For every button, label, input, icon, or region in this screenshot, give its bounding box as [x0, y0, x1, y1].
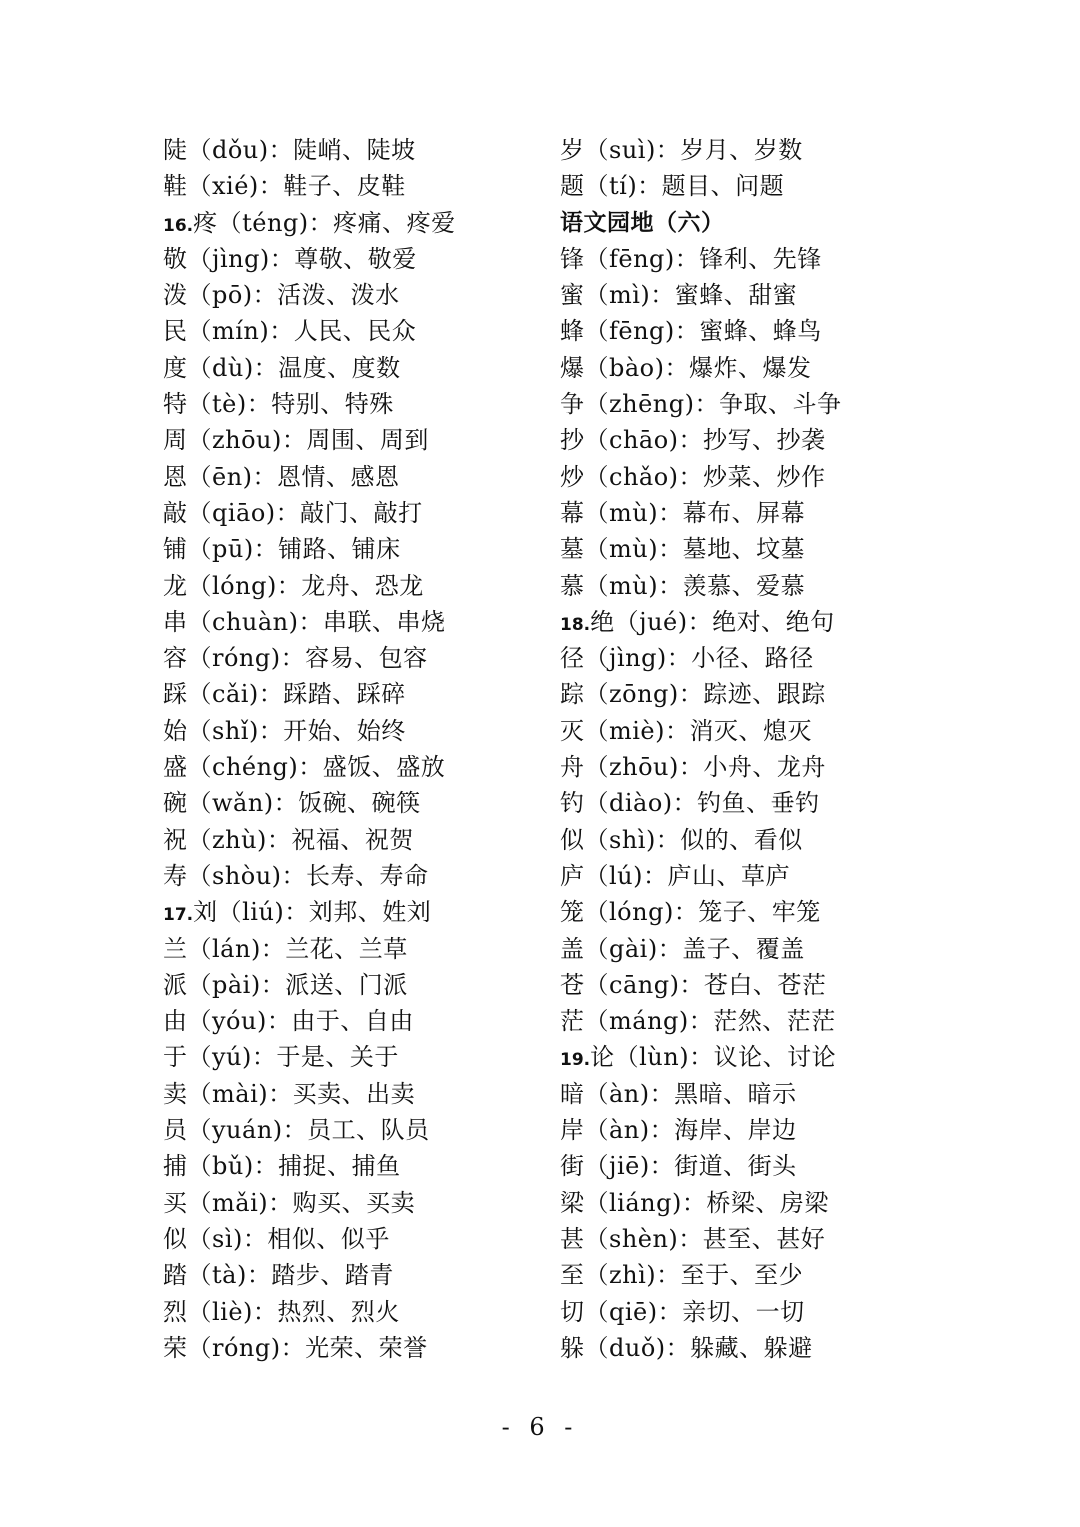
vocab-entry	[163, 640, 583, 676]
vocab-entry	[163, 1039, 583, 1075]
vocab-entry	[560, 1148, 980, 1184]
vocab-entry	[163, 713, 583, 749]
entry-text: 墓（mù)：墓地、坟墓	[560, 535, 806, 564]
vocab-entry	[560, 495, 980, 531]
entry-text: 周（zhōu)：周围、周到	[163, 426, 429, 455]
entry-text: 捕（bǔ)：捕捉、捕鱼	[163, 1152, 401, 1181]
entry-text: 暗（àn)：黑暗、暗示	[560, 1079, 797, 1108]
entry-text: 盛（chéng)：盛饭、盛放	[163, 753, 446, 782]
entry-text: 锋（fēng)：锋利、先锋	[560, 244, 822, 273]
entry-text: 始（shǐ)：开始、始终	[163, 716, 406, 745]
vocab-entry	[560, 858, 980, 894]
entry-text: 串（chuàn)：串联、串烧	[163, 607, 446, 636]
vocab-entry	[163, 858, 583, 894]
entry-text: 岸（àn)：海岸、岸边	[560, 1116, 797, 1145]
entry-text: 踪（zōng)：踪迹、跟踪	[560, 680, 826, 709]
entry-text: 笼（lóng)：笼子、牢笼	[560, 898, 821, 927]
entry-text: 敬（jìng)：尊敬、敬爱	[163, 244, 417, 273]
vocab-entry	[163, 277, 583, 313]
entry-text: 员（yuán)：员工、队员	[163, 1116, 430, 1145]
entry-text: 派（pài)：派送、门派	[163, 970, 408, 999]
vocab-entry	[163, 1330, 583, 1366]
vocab-entry	[560, 1330, 980, 1366]
entry-text: 苍（cāng)：苍白、苍茫	[560, 970, 827, 999]
entry-text: 争（zhēng)：争取、斗争	[560, 390, 842, 419]
entry-text: 绝（jué)：绝对、绝句	[590, 607, 835, 636]
section-heading	[560, 205, 980, 241]
entry-text: 兰（lán)：兰花、兰草	[163, 934, 408, 963]
entry-text: 买（mǎi)：购买、买卖	[163, 1188, 416, 1217]
entry-text: 特（tè)：特别、特殊	[163, 390, 394, 419]
entry-text: 题（tí)：题目、问题	[560, 172, 785, 201]
right-column	[560, 132, 980, 1366]
vocab-entry	[163, 822, 583, 858]
entry-text: 抄（chāo)：抄写、抄袭	[560, 426, 826, 455]
entry-text: 鞋（xié)：鞋子、皮鞋	[163, 172, 406, 201]
vocab-entry	[163, 422, 583, 458]
vocab-entry	[560, 422, 980, 458]
entry-text: 躲（duǒ)：躲藏、躲避	[560, 1333, 813, 1362]
entry-text: 切（qiē)：亲切、一切	[560, 1297, 805, 1326]
entry-text: 灭（miè)：消灭、熄灭	[560, 716, 812, 745]
entry-text: 民（mín)：人民、民众	[163, 317, 417, 346]
vocab-entry	[560, 749, 980, 785]
entry-text: 疼（téng)：疼痛、疼爱	[193, 208, 456, 237]
entry-text: 铺（pū)：铺路、铺床	[163, 535, 401, 564]
vocab-entry	[560, 1112, 980, 1148]
vocab-entry	[560, 132, 980, 168]
vocab-entry	[560, 931, 980, 967]
vocab-entry	[560, 785, 980, 821]
entry-text: 寿（shòu)：长寿、寿命	[163, 861, 429, 890]
vocab-entry	[560, 1076, 980, 1112]
vocab-entry	[163, 967, 583, 1003]
entry-text: 爆（bào)：爆炸、爆发	[560, 353, 812, 382]
vocab-entry	[560, 894, 980, 930]
vocab-entry	[163, 132, 583, 168]
entry-text: 烈（liè)：热烈、烈火	[163, 1297, 400, 1326]
entry-text: 刘（liú)：刘邦、姓刘	[193, 898, 432, 927]
page-number: - 6 -	[501, 1413, 579, 1441]
vocab-entry	[560, 386, 980, 422]
vocab-entry	[163, 1112, 583, 1148]
entry-text: 幕（mù)：幕布、屏幕	[560, 498, 806, 527]
vocab-entry	[163, 495, 583, 531]
vocab-entry	[163, 676, 583, 712]
entry-text: 庐（lú)：庐山、草庐	[560, 861, 790, 890]
lesson-number: 16.	[163, 215, 194, 236]
entry-text: 陡（dǒu)：陡峭、陡坡	[163, 136, 416, 164]
vocab-entry	[163, 313, 583, 349]
vocab-entry	[560, 713, 980, 749]
vocab-entry	[163, 749, 583, 785]
vocab-entry	[163, 1294, 583, 1330]
vocab-entry	[163, 1221, 583, 1257]
vocab-entry	[163, 1003, 583, 1039]
vocab-entry	[560, 1257, 980, 1293]
vocab-entry	[163, 894, 583, 930]
vocab-entry	[560, 313, 980, 349]
entry-text: 慕（mù)：羡慕、爱慕	[560, 571, 806, 600]
entry-text: 恩（ēn)：恩情、感恩	[163, 462, 400, 491]
vocab-entry	[163, 568, 583, 604]
entry-text: 泼（pō)：活泼、泼水	[163, 281, 400, 310]
vocab-entry	[163, 785, 583, 821]
entry-text: 容（róng)：容易、包容	[163, 644, 428, 673]
vocab-entry	[163, 168, 583, 204]
entry-text: 梁（liáng)：桥梁、房梁	[560, 1188, 829, 1217]
vocab-entry	[163, 205, 583, 241]
vocab-entry	[560, 676, 980, 712]
vocab-entry	[163, 241, 583, 277]
entry-text: 钓（diào)：钓鱼、垂钓	[560, 789, 820, 818]
entry-text: 踩（cǎi)：踩踏、踩碎	[163, 680, 406, 709]
lesson-number: 19.	[560, 1050, 591, 1071]
vocab-entry	[163, 604, 583, 640]
entry-text: 街（jiē)：街道、街头	[560, 1152, 797, 1181]
vocab-entry	[163, 350, 583, 386]
vocab-entry	[560, 1039, 980, 1075]
entry-text: 碗（wǎn)：饭碗、碗筷	[163, 789, 421, 818]
vocab-entry	[163, 531, 583, 567]
entry-text: 舟（zhōu)：小舟、龙舟	[560, 753, 826, 782]
vocab-entry	[560, 1294, 980, 1330]
entry-text: 茫（máng)：茫然、茫茫	[560, 1007, 836, 1036]
entry-text: 至（zhì)：至于、至少	[560, 1261, 804, 1290]
vocab-entry	[163, 459, 583, 495]
vocab-entry	[560, 459, 980, 495]
vocab-entry	[560, 277, 980, 313]
entry-text: 盖（gài)：盖子、覆盖	[560, 934, 805, 963]
entry-text: 度（dù)：温度、度数	[163, 353, 401, 382]
entry-text: 敲（qiāo)：敲门、敲打	[163, 498, 423, 527]
vocab-entry	[560, 967, 980, 1003]
vocab-entry	[560, 822, 980, 858]
entry-text: 由（yóu)：由于、自由	[163, 1007, 414, 1036]
vocab-entry	[560, 241, 980, 277]
vocab-entry	[163, 386, 583, 422]
entry-text: 似（shì)：似的、看似	[560, 825, 803, 854]
vocab-entry	[163, 1148, 583, 1184]
vocab-entry	[163, 1076, 583, 1112]
entry-text: 于（yú)：于是、关于	[163, 1043, 399, 1072]
entry-text: 蜜（mì)：蜜蜂、甜蜜	[560, 281, 798, 310]
entry-text: 卖（mài)：买卖、出卖	[163, 1079, 416, 1108]
entry-text: 祝（zhù)：祝福、祝贺	[163, 825, 414, 854]
entry-text: 论（lùn)：议论、讨论	[590, 1043, 837, 1072]
vocab-entry	[560, 1185, 980, 1221]
vocab-entry	[163, 931, 583, 967]
entry-text: 似（sì)：相似、似乎	[163, 1224, 390, 1253]
entry-text: 径（jìng)：小径、路径	[560, 644, 814, 673]
vocab-entry	[560, 1003, 980, 1039]
vocab-entry	[163, 1257, 583, 1293]
entry-text: 岁（suì)：岁月、岁数	[560, 136, 803, 164]
vocab-entry	[560, 531, 980, 567]
vocab-entry	[560, 1221, 980, 1257]
entry-text: 甚（shèn)：甚至、甚好	[560, 1224, 826, 1253]
vocab-entry	[560, 604, 980, 640]
entry-text: 炒（chǎo)：炒菜、炒作	[560, 462, 826, 491]
vocab-entry	[163, 1185, 583, 1221]
vocab-entry	[560, 350, 980, 386]
entry-text: 蜂（fēng)：蜜蜂、蜂鸟	[560, 317, 822, 346]
entry-text: 踏（tà)：踏步、踏青	[163, 1261, 394, 1290]
lesson-number: 18.	[560, 614, 591, 635]
vocab-entry	[560, 568, 980, 604]
left-column	[163, 132, 583, 1366]
entry-text: 语文园地（六）	[560, 209, 725, 236]
vocab-entry	[560, 168, 980, 204]
lesson-number: 17.	[163, 905, 194, 926]
entry-text: 龙（lóng)：龙舟、恐龙	[163, 571, 424, 600]
vocab-entry	[560, 640, 980, 676]
entry-text: 荣（róng)：光荣、荣誉	[163, 1333, 428, 1362]
